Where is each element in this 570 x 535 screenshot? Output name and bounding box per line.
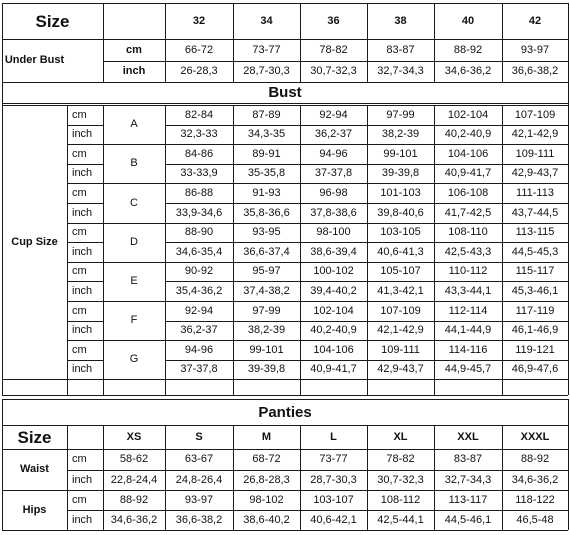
panties-size-column-header: XL	[393, 430, 408, 443]
under-bust-value: 32,7-34,3	[377, 65, 424, 77]
bust-cm-value: 105-107	[380, 265, 421, 277]
under-bust-value: 78-82	[319, 43, 348, 56]
panties-value: 63-67	[184, 453, 214, 465]
panties-value: 88-92	[520, 453, 550, 465]
panties-value: 22,8-24,4	[110, 473, 158, 486]
unit-label: inch	[72, 167, 93, 179]
unit-label: cm	[72, 493, 87, 506]
bust-cm-value: 93-95	[252, 226, 281, 238]
panties-measure-label: Hips	[22, 503, 47, 516]
bust-cm-value: 99-101	[383, 147, 418, 160]
bust-cm-value: 94-96	[184, 343, 214, 356]
bust-cm-value: 114-116	[448, 343, 488, 356]
grid-line	[2, 399, 3, 530]
grid-line	[165, 425, 166, 530]
grid-line	[434, 3, 435, 82]
bust-cm-value: 101-103	[380, 186, 421, 199]
bust-inch-value: 44,9-45,7	[444, 363, 492, 375]
bust-cm-value: 94-96	[319, 147, 348, 160]
bust-inch-value: 34,6-35,4	[175, 245, 223, 258]
bust-cm-value: 109-111	[381, 343, 420, 356]
grid-line	[67, 262, 103, 263]
panties-value: 88-92	[119, 493, 149, 506]
bust-inch-value: 40,9-41,7	[444, 167, 492, 179]
bust-cm-value: 115-117	[515, 265, 555, 277]
grid-line	[103, 301, 165, 302]
bust-inch-value: 37,8-38,6	[310, 206, 357, 219]
under-bust-value: 28,7-30,3	[243, 65, 290, 77]
grid-line	[2, 425, 568, 426]
bust-cm-value: 112-114	[448, 304, 488, 317]
panties-section-title: Panties	[258, 403, 312, 421]
under-bust-value: 66-72	[184, 43, 214, 56]
cup-size-label: Cup Size	[11, 235, 58, 248]
bust-cm-value: 107-109	[380, 304, 421, 317]
bust-cm-value: 110-112	[448, 265, 488, 277]
unit-label: inch	[72, 245, 93, 258]
grid-line	[103, 425, 104, 449]
bust-cm-value: 113-115	[515, 226, 555, 238]
grid-line	[67, 242, 103, 243]
size-header: Size	[35, 11, 70, 31]
bust-inch-value: 42,5-43,3	[444, 245, 492, 258]
bust-inch-value: 34,3-35	[247, 128, 286, 140]
panties-value: 98-102	[249, 493, 284, 506]
grid-line	[103, 183, 165, 184]
bust-cm-value: 102-104	[313, 304, 354, 317]
grid-line	[568, 399, 569, 530]
cup-letter: D	[130, 236, 138, 248]
grid-line	[2, 379, 568, 380]
unit-label: cm	[72, 186, 87, 199]
bust-inch-value: 39,8-40,6	[377, 206, 424, 219]
grid-line	[103, 340, 165, 341]
bust-inch-value: 40,9-41,7	[310, 363, 357, 375]
grid-line	[165, 105, 166, 395]
grid-line	[2, 399, 568, 400]
panties-measure-label: Waist	[20, 463, 49, 475]
bust-cm-value: 100-102	[313, 265, 354, 277]
grid-line	[2, 490, 568, 491]
under-bust-value: 30,7-32,3	[310, 65, 357, 77]
bust-cm-value: 108-110	[448, 226, 488, 238]
bust-inch-value: 41,7-42,5	[444, 206, 492, 219]
grid-line	[67, 105, 68, 395]
grid-line	[67, 470, 568, 471]
grid-line	[502, 425, 503, 530]
panties-value: 73-77	[319, 453, 348, 465]
bust-cm-value: 107-109	[514, 108, 556, 121]
panties-size-column-header: M	[261, 430, 272, 443]
panties-value: 118-122	[515, 493, 555, 506]
size-column-header: 42	[528, 14, 542, 27]
bust-inch-value: 39-39,8	[247, 363, 286, 375]
panties-value: 83-87	[453, 453, 483, 465]
grid-line	[2, 3, 3, 82]
bust-cm-value: 86-88	[184, 186, 214, 199]
grid-line	[367, 105, 368, 395]
bust-inch-value: 42,9-43,7	[377, 363, 424, 375]
panties-value: 30,7-32,3	[377, 473, 424, 486]
grid-line	[300, 105, 301, 395]
bust-inch-value: 36,6-37,4	[243, 245, 290, 258]
grid-line	[103, 262, 165, 263]
unit-label: cm	[72, 147, 87, 160]
grid-line	[67, 301, 103, 302]
panties-value: 93-97	[184, 493, 214, 506]
panties-value: 113-117	[448, 493, 488, 506]
cup-letter: A	[130, 118, 138, 130]
size-column-header: 40	[461, 14, 475, 27]
unit-label: inch	[72, 363, 93, 375]
grid-line	[67, 125, 103, 126]
grid-line	[233, 3, 234, 82]
grid-line	[568, 82, 569, 103]
bust-inch-value: 36,2-37	[314, 128, 353, 140]
panties-value: 32,7-34,3	[444, 473, 492, 486]
bust-inch-value: 39,4-40,2	[310, 284, 357, 297]
grid-line	[300, 425, 301, 530]
panties-value: 34,6-36,2	[511, 473, 559, 486]
panties-size-column-header: L	[330, 430, 337, 443]
cup-letter: C	[130, 196, 138, 209]
under-bust-label: Under Bust	[4, 54, 65, 66]
unit-label: cm	[126, 43, 142, 56]
bust-cm-value: 99-101	[249, 343, 284, 356]
bust-inch-value: 40,6-41,3	[377, 245, 424, 258]
bust-cm-value: 92-94	[319, 108, 348, 121]
grid-line	[103, 3, 104, 82]
grid-line	[434, 105, 435, 395]
grid-line	[103, 223, 165, 224]
panties-value: 26,8-28,3	[243, 473, 290, 486]
under-bust-value: 88-92	[453, 43, 483, 56]
grid-line	[103, 144, 165, 145]
grid-line	[67, 223, 103, 224]
unit-label: cm	[72, 226, 87, 238]
grid-line	[502, 3, 503, 82]
grid-line	[67, 360, 103, 361]
bust-inch-value: 43,3-44,1	[444, 284, 492, 297]
bust-inch-value: 36,2-37	[180, 324, 218, 336]
panties-size-column-header: XXXL	[520, 430, 550, 443]
panties-value: 103-107	[313, 493, 354, 506]
panties-value: 68-72	[252, 453, 281, 465]
bust-cm-value: 95-97	[252, 265, 281, 277]
bust-inch-value: 46,1-46,9	[511, 324, 559, 336]
bust-cm-value: 90-92	[184, 265, 214, 277]
bust-inch-value: 37,4-38,2	[243, 284, 290, 297]
bust-inch-value: 38,2-39	[247, 324, 286, 336]
grid-line	[67, 203, 103, 204]
bust-inch-value: 37-37,8	[180, 363, 218, 375]
bust-inch-value: 44,5-45,3	[511, 245, 559, 258]
size-column-header: 34	[260, 14, 273, 27]
bust-cm-value: 119-121	[515, 343, 555, 356]
unit-label: inch	[72, 206, 93, 219]
under-bust-value: 34,6-36,2	[444, 65, 492, 77]
bust-inch-value: 39-39,8	[381, 167, 420, 179]
grid-line	[2, 103, 568, 104]
unit-label: cm	[72, 265, 87, 277]
grid-line	[2, 82, 3, 103]
grid-line	[2, 449, 568, 450]
cup-letter: G	[129, 353, 139, 365]
bust-inch-value: 38,6-39,4	[310, 245, 357, 258]
bust-cm-value: 117-119	[515, 304, 555, 317]
size-column-header: 36	[327, 14, 340, 27]
grid-line	[67, 183, 103, 184]
bust-cm-value: 104-106	[313, 343, 354, 356]
bust-cm-value: 104-106	[447, 147, 489, 160]
cup-letter: F	[130, 314, 138, 326]
bust-inch-value: 41,3-42,1	[377, 284, 424, 297]
bust-inch-value: 32,3-33	[180, 128, 218, 140]
panties-value: 58-62	[119, 453, 149, 465]
panties-value: 38,6-40,2	[243, 513, 290, 526]
bust-cm-value: 92-94	[184, 304, 214, 317]
panties-value: 28,7-30,3	[310, 473, 357, 486]
bust-cm-value: 82-84	[184, 108, 214, 121]
bust-inch-value: 42,1-42,9	[377, 324, 424, 336]
bust-inch-value: 40,2-40,9	[444, 128, 492, 140]
panties-value: 44,5-46,1	[444, 513, 492, 526]
bust-cm-value: 98-100	[316, 226, 351, 238]
under-bust-value: 83-87	[386, 43, 415, 56]
bust-inch-value: 35-35,8	[247, 167, 286, 179]
bust-inch-value: 35,8-36,6	[243, 206, 290, 219]
bust-cm-value: 89-91	[252, 147, 281, 160]
bust-inch-value: 40,2-40,9	[310, 324, 357, 336]
grid-line	[67, 425, 68, 530]
bust-inch-value: 45,3-46,1	[511, 284, 559, 297]
panties-value: 40,6-42,1	[310, 513, 357, 526]
panties-size-column-header: XXL	[457, 430, 479, 443]
grid-line	[2, 105, 568, 106]
bust-inch-value: 42,1-42,9	[511, 128, 559, 140]
grid-line	[233, 105, 234, 395]
bust-cm-value: 109-111	[515, 147, 555, 160]
unit-label: cm	[72, 343, 87, 356]
unit-label: cm	[72, 453, 87, 465]
bust-inch-value: 43,7-44,5	[511, 206, 559, 219]
panties-size-header: Size	[17, 427, 52, 447]
panties-value: 34,6-36,2	[110, 513, 158, 526]
bust-inch-value: 44,1-44,9	[444, 324, 492, 336]
panties-value: 78-82	[386, 453, 415, 465]
grid-line	[2, 39, 568, 40]
panties-size-column-header: XS	[126, 430, 142, 443]
grid-line	[2, 530, 568, 531]
unit-label: inch	[72, 473, 93, 486]
bust-cm-value: 87-89	[252, 108, 281, 121]
grid-line	[103, 449, 104, 530]
unit-label: cm	[72, 108, 87, 121]
unit-label: inch	[72, 284, 93, 297]
grid-line	[233, 425, 234, 530]
grid-line	[67, 340, 103, 341]
under-bust-value: 26-28,3	[180, 65, 218, 77]
unit-label: inch	[72, 128, 93, 140]
panties-value: 24,8-26,4	[175, 473, 223, 486]
bust-cm-value: 88-90	[184, 226, 214, 238]
size-column-header: 32	[192, 14, 206, 27]
bust-inch-value: 42,9-43,7	[511, 167, 559, 179]
bust-section-title: Bust	[268, 84, 302, 101]
unit-label: inch	[72, 324, 93, 336]
grid-line	[165, 3, 166, 82]
grid-line	[67, 510, 568, 511]
under-bust-value: 93-97	[520, 43, 550, 56]
panties-value: 46,5-48	[516, 513, 554, 526]
grid-line	[67, 144, 103, 145]
bust-cm-value: 106-108	[447, 186, 489, 199]
bust-inch-value: 46,9-47,6	[511, 363, 559, 375]
grid-line	[67, 321, 103, 322]
bust-cm-value: 91-93	[252, 186, 281, 199]
bust-inch-value: 33,9-34,6	[175, 206, 223, 219]
grid-line	[2, 3, 568, 4]
unit-label: inch	[72, 513, 93, 526]
grid-line	[568, 3, 569, 82]
grid-line	[568, 103, 569, 395]
panties-value: 42,5-44,1	[377, 513, 424, 526]
grid-line	[103, 105, 104, 395]
grid-line	[67, 164, 103, 165]
bust-cm-value: 84-86	[184, 147, 214, 160]
bust-inch-value: 35,4-36,2	[175, 284, 223, 297]
panties-value: 36,6-38,2	[175, 513, 223, 526]
bust-cm-value: 103-105	[380, 226, 421, 238]
bust-inch-value: 33-33,9	[180, 167, 218, 179]
unit-label: cm	[72, 304, 87, 317]
grid-line	[300, 3, 301, 82]
grid-line	[2, 82, 568, 83]
under-bust-value: 36,6-38,2	[511, 65, 559, 77]
grid-line	[103, 61, 568, 62]
bust-cm-value: 97-99	[252, 304, 281, 317]
panties-size-column-header: S	[195, 430, 203, 443]
bust-inch-value: 37-37,8	[314, 167, 353, 179]
bust-cm-value: 111-113	[516, 186, 554, 199]
size-column-header: 38	[394, 14, 407, 27]
grid-line	[367, 425, 368, 530]
cup-letter: B	[130, 157, 138, 169]
bust-cm-value: 96-98	[319, 186, 348, 199]
grid-line	[2, 395, 568, 396]
grid-line	[502, 105, 503, 395]
panties-value: 108-112	[380, 493, 421, 506]
unit-label: inch	[122, 65, 146, 77]
under-bust-value: 73-77	[252, 43, 281, 56]
cup-letter: E	[130, 275, 138, 287]
bust-cm-value: 102-104	[447, 108, 489, 121]
grid-line	[367, 3, 368, 82]
bust-cm-value: 97-99	[386, 108, 415, 121]
grid-line	[434, 425, 435, 530]
grid-line	[67, 281, 103, 282]
grid-line	[2, 103, 3, 395]
bust-inch-value: 38,2-39	[381, 128, 420, 140]
